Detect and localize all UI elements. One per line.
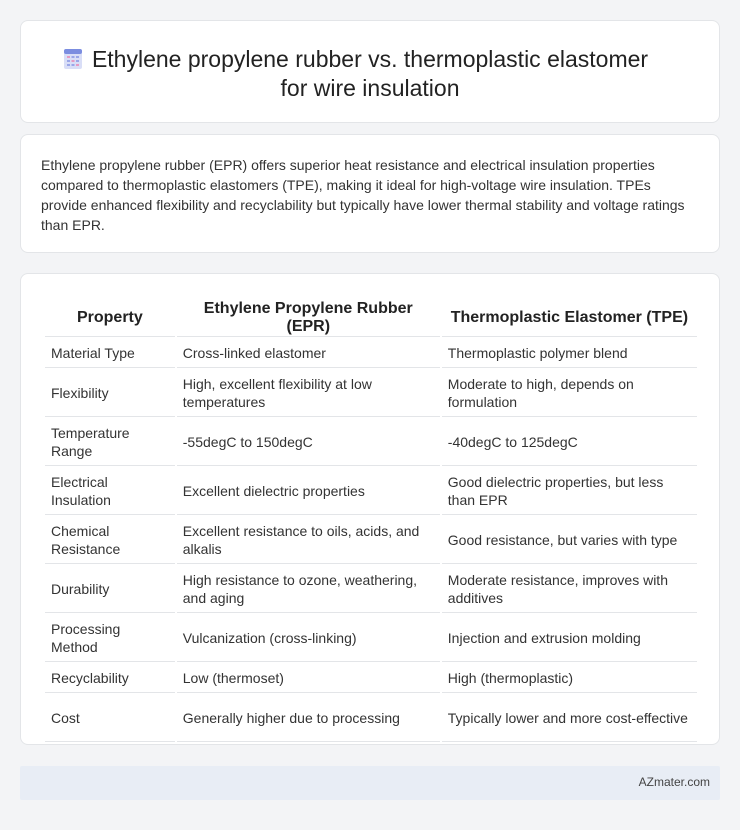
tpe-cell: -40degC to 125degC (442, 419, 697, 466)
epr-cell: Excellent dielectric properties (177, 468, 440, 515)
table-row (45, 517, 697, 564)
property-cell: Processing Method (45, 615, 175, 662)
property-cell: Durability (45, 566, 175, 613)
summary-text: Ethylene propylene rubber (EPR) offers superior heat resistance and electrical insulation properties compared to thermoplastic elastomers (TPE), making it ideal for high-voltage wire insulation. TPEs provide enhanced flexibility and recyclability but typically have lower thermal stability and voltage ratings than EPR. (41, 157, 685, 233)
table-row (45, 566, 697, 613)
table-row (45, 615, 697, 662)
epr-cell: Low (thermoset) (177, 664, 440, 693)
tpe-cell: Typically lower and more cost-effective (442, 695, 697, 742)
table-row (45, 339, 697, 368)
property-cell: Chemical Resistance (45, 517, 175, 564)
title-card (20, 20, 720, 123)
epr-cell: Generally higher due to processing (177, 695, 440, 742)
page-title-line-1: Ethylene propylene rubber vs. thermoplastic elastomer (91, 46, 649, 72)
table-row (45, 370, 697, 417)
property-cell: Electrical Insulation (45, 468, 175, 515)
page-title-line-2: for wire insulation (280, 75, 460, 101)
property-cell: Flexibility (45, 370, 175, 417)
epr-cell: -55degC to 150degC (177, 419, 440, 466)
comparison-table (43, 294, 699, 744)
footer-bar (20, 766, 720, 800)
epr-cell: Cross-linked elastomer (177, 339, 440, 368)
tpe-cell: Thermoplastic polymer blend (442, 339, 697, 368)
table-row (45, 468, 697, 515)
tpe-cell: Good resistance, but varies with type (442, 517, 697, 564)
epr-cell: High, excellent flexibility at low temperatures (177, 370, 440, 417)
table-header-row (45, 296, 697, 337)
epr-cell: Excellent resistance to oils, acids, and alkalis (177, 517, 440, 564)
tpe-cell: Good dielectric properties, but less than EPR (442, 468, 697, 515)
tpe-cell: Moderate to high, depends on formulation (442, 370, 697, 417)
epr-cell: Vulcanization (cross-linking) (177, 615, 440, 662)
page-title (21, 45, 719, 103)
comparison-table-card (20, 273, 720, 745)
summary-card (20, 134, 720, 253)
table-row (45, 695, 697, 742)
tpe-cell: Moderate resistance, improves with additives (442, 566, 697, 613)
header-tpe: Thermoplastic Elastomer (TPE) (442, 296, 697, 337)
header-epr: Ethylene Propylene Rubber (EPR) (177, 296, 440, 337)
property-cell: Recyclability (45, 664, 175, 693)
property-cell: Temperature Range (45, 419, 175, 466)
footer-site-link[interactable]: AZmater.com (638, 775, 710, 789)
epr-cell: High resistance to ozone, weathering, and aging (177, 566, 440, 613)
tpe-cell: High (thermoplastic) (442, 664, 697, 693)
table-row (45, 419, 697, 466)
tpe-cell: Injection and extrusion molding (442, 615, 697, 662)
table-row (45, 664, 697, 693)
property-cell: Cost (45, 695, 175, 742)
property-cell: Material Type (45, 339, 175, 368)
header-property: Property (45, 296, 175, 337)
